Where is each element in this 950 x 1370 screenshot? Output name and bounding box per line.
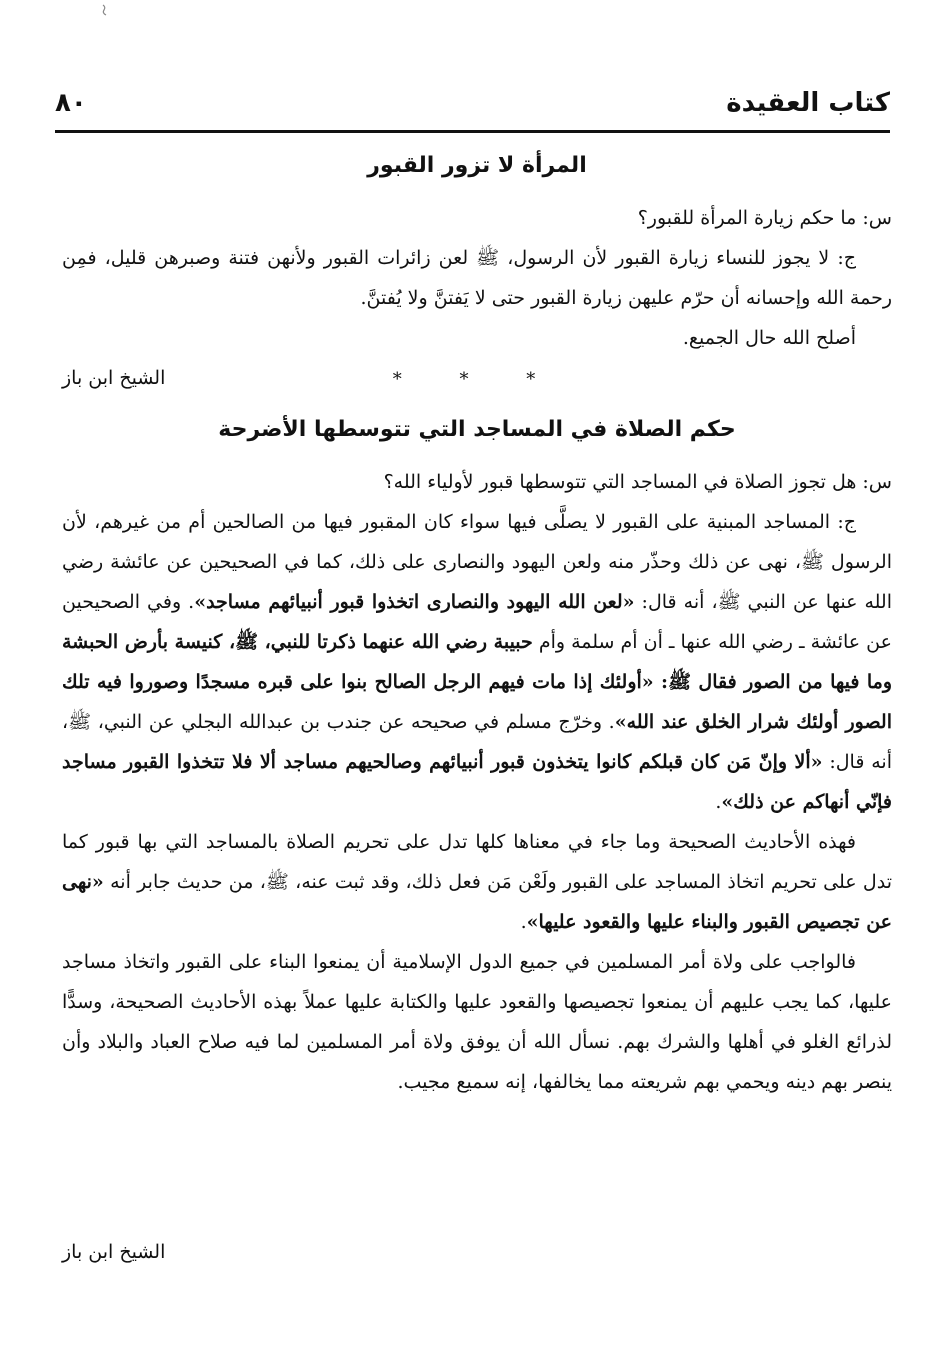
answer-2-part-5: . xyxy=(715,791,722,813)
question-1: س: ما حكم زيارة المرأة للقبور؟ xyxy=(637,207,892,229)
hadith-3: «ألا وإنّ مَن كان قبلكم كانوا يتخذون قبور أنبيائهم وصالحيهم مساجد ألا فلا تتخذوا القبور مساجد فإنّي أنهاكم عن ذلك» xyxy=(62,751,892,813)
page-header xyxy=(55,80,890,130)
signature-row-1 xyxy=(62,358,892,400)
paragraph-obligation: فالواجب على ولاة أمر المسلمين في جميع الدول الإسلامية أن يمنعوا البناء على القبور واتخاذ مساجد عليها، كما يجب عليهم أن يمنعوا تجصيصها والقعود عليها والكتابة عليها عملاً بهذه الأحاديث الصحيحة، وسدًّا لذرائع الغلو في أهلها والشرك بهم. نسأل الله أن يوفق ولاة أمر المسلمين لما فيه صلاح العباد والبلاد وأن ينصر بهم دينه ويحمي بهم شريعته مما يخالفها، إنه سميع مجيب. xyxy=(62,951,892,1093)
page-content xyxy=(62,142,892,1102)
answer-1: ج: لا يجوز للنساء زيارة القبور لأن الرسول، ﷺ لعن زائرات القبور ولأنهن فتنة وصبرهن قليل، فمِن رحمة الله وإحسانه أن حرّم عليهن زيارة القبور حتى لا يَفتنَّ ولا يُفتنَّ. xyxy=(62,247,892,309)
scan-speck xyxy=(100,4,110,16)
section-title-prayer-mosques: حكم الصلاة في المساجد التي تتوسطها الأضرحة xyxy=(218,417,736,442)
closing-prayer: أصلح الله حال الجميع. xyxy=(682,327,856,349)
page-number: ٨٠ xyxy=(55,88,87,118)
para2-part-a: فهذه الأحاديث الصحيحة وما جاء في معناها كلها تدل على تحريم الصلاة بالمساجد التي بها قبور كما تدل على تحريم اتخاذ المساجد على القبور ولَعْن مَن فعل ذلك، وقد ثبت عنه، ﷺ، من حديث جابر أنه xyxy=(62,831,892,893)
section-title-women-graves: المرأة لا تزور القبور xyxy=(367,153,587,178)
answer-2-part-1: ج: المساجد المبنية على القبور لا يصلَّى فيها سواء كان المقبور فيها من الصالحين أم من غيرهم، لأن الرسول ﷺ، نهى عن ذلك وحذّر منه ولعن اليهود والنصارى على ذلك، كما في الصحيحين عن عائشة رضي الله عنها عن النبي ﷺ، أنه قال: xyxy=(62,511,892,613)
hadith-4: «نهى عن تجصيص القبور والبناء عليها والقعود عليها» xyxy=(62,871,892,933)
separator-asterisks: * * * xyxy=(392,369,562,390)
hadith-2: «أولئك إذا مات فيهم الرجل الصالح بنوا على قبره مسجدًا وصوروا فيه تلك الصور أولئك شرار الخلق عند الله» xyxy=(62,671,893,733)
book-title: كتاب العقيدة xyxy=(726,88,890,118)
answer-2-part-4: . وخرّج مسلم في صحيحه عن جندب بن عبدالله البجلي عن النبي، ﷺ، أنه قال: xyxy=(62,711,893,773)
header-rule xyxy=(55,130,890,133)
signature-2: الشيخ ابن باز xyxy=(62,1241,166,1263)
answer-2 xyxy=(62,502,892,822)
hadith-1: «لعن الله اليهود والنصارى اتخذوا قبور أنبيائهم مساجد» xyxy=(194,591,635,613)
answer-2-part-3: حبيبة رضي الله عنهما ذكرتا للنبي، ﷺ، كنيسة بأرض الحبشة وما فيها من الصور فقال ﷺ: xyxy=(62,631,892,693)
signature-1: الشيخ ابن باز xyxy=(62,367,166,389)
paragraph-hadith-summary xyxy=(62,822,892,942)
answer-2-part-2: . وفي الصحيحين عن عائشة ـ رضي الله عنها ـ أن أم سلمة وأم xyxy=(62,591,892,653)
para2-part-b: . xyxy=(520,911,527,933)
question-2: س: هل تجوز الصلاة في المساجد التي تتوسطها قبور لأولياء الله؟ xyxy=(383,471,892,493)
